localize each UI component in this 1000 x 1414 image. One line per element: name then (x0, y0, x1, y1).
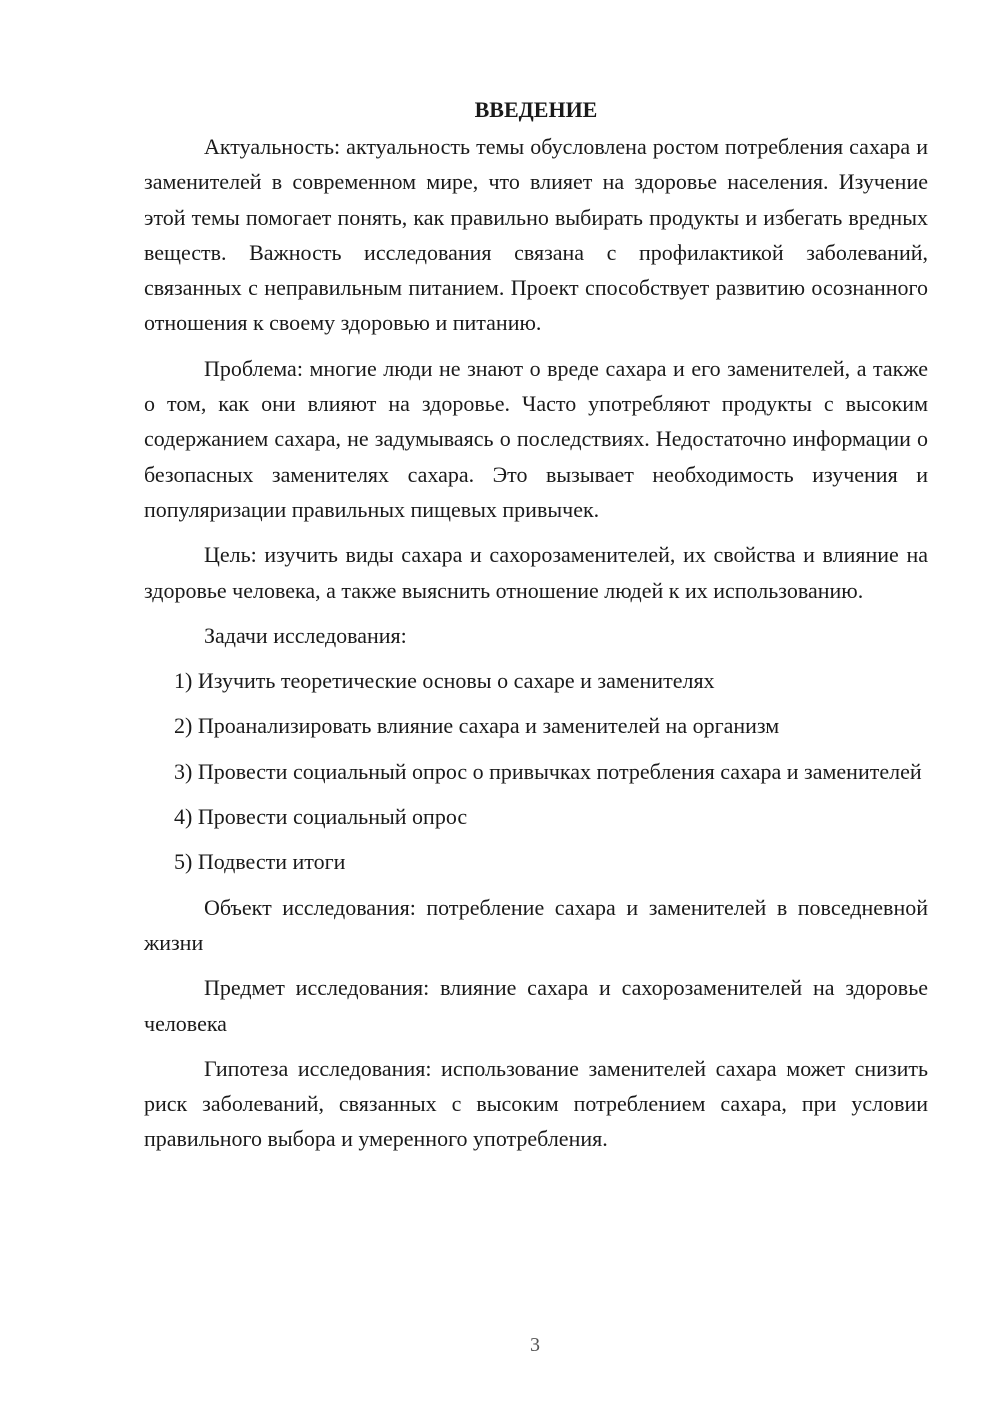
paragraph-problem: Проблема: многие люди не знают о вреде сахара и его заменителей, а также о том, как они влияют на здоровье. Часто употребляют продукты с высоким содержанием сахара, не задумываясь о последствиях. Недостаточно информации о безопасных заменителях сахара. Это вызывает необходимость изучения и популяризации правильных пищевых привычек. (144, 355, 928, 522)
section-title: ВВЕДЕНИЕ (474, 97, 598, 122)
document-page (144, 92, 928, 1157)
paragraph-hypothesis: Гипотеза исследования: использование заменителей сахара может снизить риск заболеваний, связанных с высоким потреблением сахара, при условии правильного выбора и умеренного употребления. (144, 1055, 928, 1152)
list-item: 2) Проанализировать влияние сахара и заменителей на организм (174, 713, 780, 739)
list-item: 4) Провести социальный опрос (174, 804, 468, 830)
list-item: 5) Подвести итоги (174, 849, 346, 875)
page-number: 3 (530, 1334, 540, 1356)
list-item: 1) Изучить теоретические основы о сахаре и заменителях (174, 668, 715, 694)
paragraph-relevance: Актуальность: актуальность темы обусловлена ростом потребления сахара и заменителей в современном мире, что влияет на здоровье населения. Изучение этой темы помогает понять, как правильно выбирать продукты и избегать вредных веществ. Важность исследования связана с профилактикой заболеваний, связанных с неправильным питанием. Проект способствует развитию осознанного отношения к своему здоровью и питанию. (144, 134, 928, 336)
paragraph-subject: Предмет исследования: влияние сахара и сахорозаменителей на здоровье человека (144, 975, 928, 1036)
tasks-heading: Задачи исследования: (204, 622, 407, 648)
paragraph-goal: Цель: изучить виды сахара и сахорозаменителей, их свойства и влияние на здоровье человека, а также выяснить отношение людей к их использованию. (144, 542, 928, 603)
paragraph-object: Объект исследования: потребление сахара и заменителей в повседневной жизни (144, 894, 928, 955)
list-item: 3) Провести социальный опрос о привычках потребления сахара и заменителей (174, 758, 922, 784)
